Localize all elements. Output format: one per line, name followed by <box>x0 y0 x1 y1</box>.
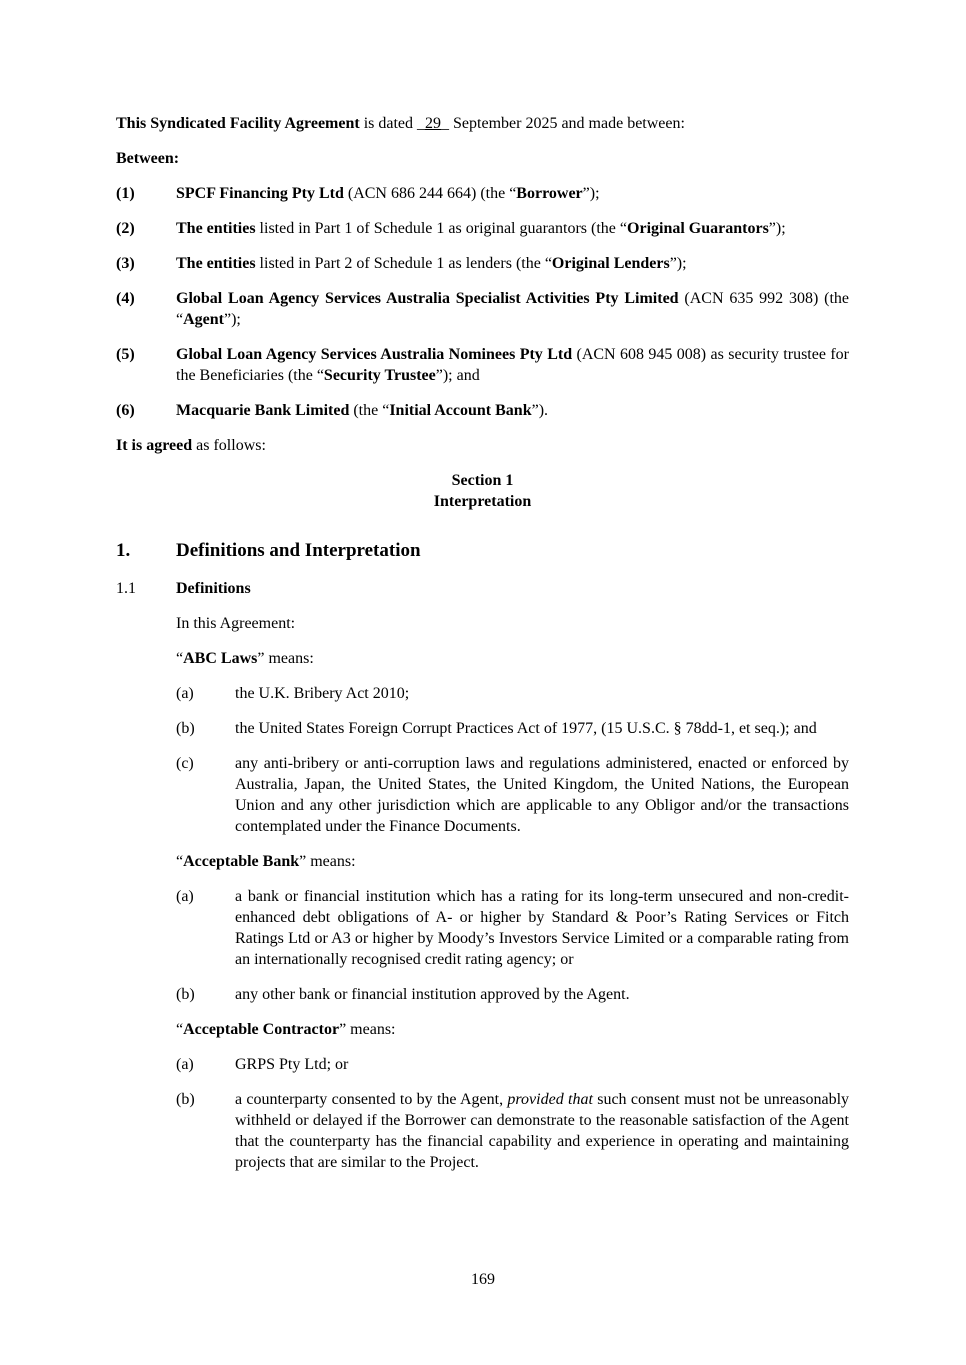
definition-item-text: the United States Foreign Corrupt Practices Act of 1977, (15 U.S.C. § 78dd-1, et seq.); and <box>235 720 817 737</box>
section-heading <box>116 470 849 512</box>
definition-item <box>176 718 849 739</box>
definition-item <box>176 753 849 837</box>
definition-item <box>176 1054 849 1075</box>
subclause-number: 1.1 <box>116 580 136 597</box>
clause-title: Definitions and Interpretation <box>176 540 421 561</box>
party-item-2 <box>116 218 849 239</box>
clause-1-heading <box>116 538 849 563</box>
party-text: The entities listed in Part 2 of Schedule 1 as lenders (the “Original Lenders”); <box>176 255 687 272</box>
party-item-6 <box>116 400 849 421</box>
party-number: (5) <box>116 346 135 363</box>
definition-item-text: GRPS Pty Ltd; or <box>235 1056 349 1073</box>
definition-lead-acceptable-contractor: “Acceptable Contractor” means: <box>176 1021 396 1038</box>
definition-item <box>176 886 849 970</box>
party-item-4 <box>116 288 849 330</box>
definition-item-text: any other bank or financial institution approved by the Agent. <box>235 986 630 1003</box>
party-number: (2) <box>116 220 135 237</box>
subclause-title: Definitions <box>176 580 251 597</box>
clause-number: 1. <box>116 540 131 561</box>
party-item-1 <box>116 183 849 204</box>
definition-item-letter: (b) <box>176 1091 195 1108</box>
section-heading-line2: Interpretation <box>433 493 532 510</box>
party-text: Global Loan Agency Services Australia Specialist Activities Pty Limited (ACN 635 992 308) (the “Agent”); <box>176 290 850 328</box>
definition-item-text: a bank or financial institution which has a rating for its long-term unsecured and non-credit-enhanced debt obligations of A- or higher by Standard & Poor’s Rating Services or Fitch Ratings Ltd or A3 or higher by Moody’s Investors Service Limited or a comparable rating from an internationally recognised credit rating agency; or <box>235 888 849 968</box>
party-number: (3) <box>116 255 135 272</box>
definition-item-text: any anti-bribery or anti-corruption laws and regulations administered, enacted or enforced by Australia, Japan, the United States, the United Kingdom, the United Nations, the European Union and any other jurisdiction which are applicable to any Obligor and/or the transactions contemplated under the Finance Documents. <box>235 755 849 835</box>
party-number: (4) <box>116 290 135 307</box>
definition-item <box>176 984 849 1005</box>
in-this-agreement: In this Agreement: <box>176 615 296 632</box>
clause-1-1-heading <box>116 578 849 599</box>
party-text: The entities listed in Part 1 of Schedule 1 as original guarantors (the “Original Guarantors”); <box>176 220 786 237</box>
definition-lead-acceptable-bank: “Acceptable Bank” means: <box>176 853 356 870</box>
definition-item-letter: (a) <box>176 1056 194 1073</box>
party-item-5 <box>116 344 849 386</box>
document-content <box>116 113 849 1187</box>
party-text: SPCF Financing Pty Ltd (ACN 686 244 664) (the “Borrower”); <box>176 185 600 202</box>
definition-item <box>176 683 849 704</box>
definition-item <box>176 1089 849 1173</box>
party-number: (6) <box>116 402 135 419</box>
party-item-3 <box>116 253 849 274</box>
section-heading-line1: Section 1 <box>451 472 514 489</box>
party-text: Macquarie Bank Limited (the “Initial Account Bank”). <box>176 402 549 419</box>
intro-paragraph: This Syndicated Facility Agreement is dated _29_ September 2025 and made between: <box>116 115 685 132</box>
agreed-paragraph: It is agreed as follows: <box>116 437 266 454</box>
definition-item-letter: (b) <box>176 720 195 737</box>
between-label: Between: <box>116 150 180 167</box>
definition-item-letter: (a) <box>176 685 194 702</box>
page-number: 169 <box>471 1271 495 1288</box>
definition-item-letter: (b) <box>176 986 195 1003</box>
definition-item-text: a counterparty consented to by the Agent, provided that such consent must not be unreasonably withheld or delayed if the Borrower can demonstrate to the reasonable satisfaction of the Agent that the counterparty has the financial capability and experience in operating and maintaining projects that are similar to the Project. <box>235 1091 850 1171</box>
definition-item-letter: (a) <box>176 888 194 905</box>
party-text: Global Loan Agency Services Australia Nominees Pty Ltd (ACN 608 945 008) as security trustee for the Beneficiaries (the “Security Trustee”); and <box>176 346 850 384</box>
party-number: (1) <box>116 185 135 202</box>
definition-item-text: the U.K. Bribery Act 2010; <box>235 685 410 702</box>
definition-item-letter: (c) <box>176 755 194 772</box>
definition-lead-abc-laws: “ABC Laws” means: <box>176 650 314 667</box>
